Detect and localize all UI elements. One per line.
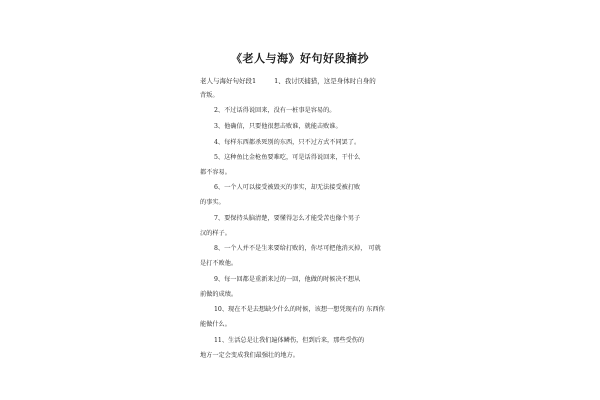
text-line: 2、不过话得说回来，没有一桩事是容易的。 [214, 107, 336, 114]
text-line: 10、现在不是去想缺少什么的时候，该想一想凭现有的 东西你 [214, 306, 385, 313]
text-line: 11、生活总是让我们遍体鳞伤，但到后来，那些受伤的 [214, 337, 365, 344]
text-line: 背叛。 [200, 92, 219, 99]
text-line: 3、他确信，只要他很想击败谁，就能击败谁。 [214, 123, 342, 130]
text-line: 6、一个人可以接受被毁灭的事实，却无法接受被打败 [214, 184, 361, 191]
document-title: 《老人与海》好句好段摘抄 [231, 52, 369, 65]
header-line [200, 76, 376, 85]
text-line: 都不容易。 [200, 169, 231, 176]
text-line: 前做的成绩。 [200, 291, 238, 298]
text-line: 4、每样东西都杀死别的东西，只不过方式不同罢了。 [214, 139, 361, 146]
text-line: 7、要保持头脑清楚，要懂得怎么才能受苦也像个男子 [214, 215, 361, 222]
header-label: 老人与海好句好段1 [200, 77, 257, 85]
text-line: 9、每一回都是重新来过的一回，他做的时候决不想从 [214, 276, 361, 283]
text-line: 8、一个人并不是生来要给打败的，你尽可把他消灭掉， 可就 [214, 245, 381, 252]
text-line: 是打不败他。 [200, 260, 238, 267]
text-line: 地方一定会变成我们最强壮的地方。 [200, 352, 299, 359]
first-sentence: 1、我讨厌捕猎，这是身体时自身的 [274, 77, 376, 85]
text-line: 的事实。 [200, 199, 225, 206]
text-line: 汉的样子。 [200, 230, 231, 237]
text-line: 能做什么。 [200, 321, 231, 328]
text-line: 5、这种鱼比金枪鱼要难吃，可是话得说回来，干什么 [214, 154, 361, 161]
